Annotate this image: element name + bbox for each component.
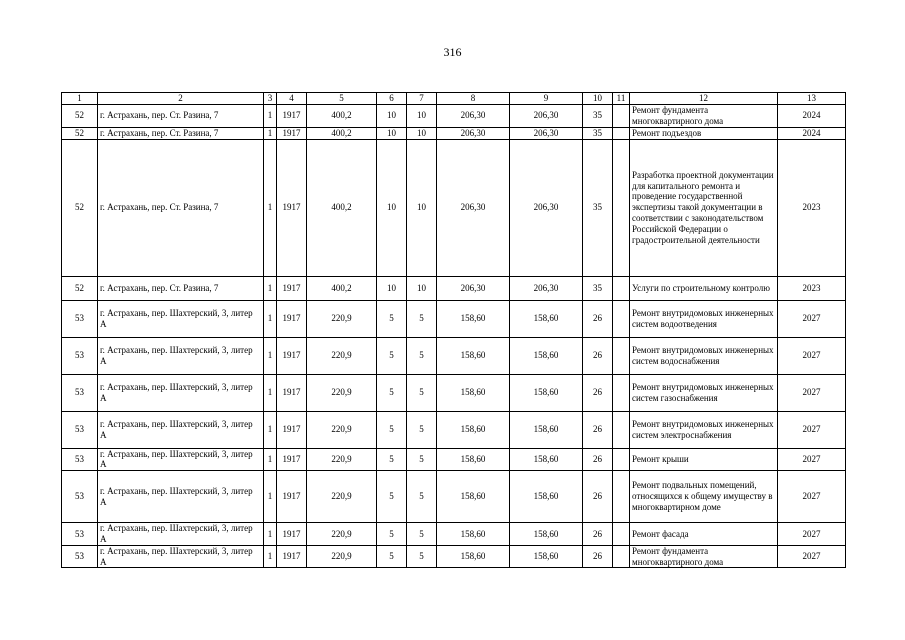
col-8-cell: 158,60 <box>437 448 510 471</box>
row-number-cell: 52 <box>62 139 98 276</box>
address-cell: г. Астрахань, пер. Шахтерский, 3, литер А <box>98 337 264 374</box>
col-7-cell: 5 <box>407 300 437 337</box>
col-6-cell: 5 <box>377 374 407 411</box>
year-planned-cell: 2027 <box>778 337 846 374</box>
year-planned-cell: 2027 <box>778 300 846 337</box>
table-row <box>62 545 846 568</box>
year-built-cell: 1917 <box>277 105 307 128</box>
col-7-cell: 5 <box>407 523 437 546</box>
table-row <box>62 105 846 128</box>
table-row <box>62 337 846 374</box>
col-6-cell: 5 <box>377 411 407 448</box>
column-header: 4 <box>277 93 307 105</box>
work-type-cell: Ремонт внутридомовых инженерных систем водоснабжения <box>630 337 778 374</box>
area-cell: 400,2 <box>307 139 377 276</box>
column-header: 10 <box>583 93 613 105</box>
col-9-cell: 206,30 <box>510 105 583 128</box>
work-type-cell: Ремонт крыши <box>630 448 778 471</box>
address-cell: г. Астрахань, пер. Ст. Разина, 7 <box>98 139 264 276</box>
area-cell: 220,9 <box>307 471 377 523</box>
column-header: 6 <box>377 93 407 105</box>
col-6-cell: 5 <box>377 523 407 546</box>
col-9-cell: 158,60 <box>510 300 583 337</box>
year-planned-cell: 2024 <box>778 127 846 139</box>
col-9-cell: 158,60 <box>510 523 583 546</box>
work-type-cell: Ремонт фундамента многоквартирного дома <box>630 105 778 128</box>
work-type-cell: Ремонт фундамента многоквартирного дома <box>630 545 778 568</box>
table-row <box>62 276 846 300</box>
col-6-cell: 5 <box>377 337 407 374</box>
column-header: 8 <box>437 93 510 105</box>
col-7-cell: 5 <box>407 448 437 471</box>
address-cell: г. Астрахань, пер. Шахтерский, 3, литер А <box>98 471 264 523</box>
address-cell: г. Астрахань, пер. Шахтерский, 3, литер А <box>98 300 264 337</box>
row-number-cell: 53 <box>62 374 98 411</box>
column-header: 3 <box>264 93 277 105</box>
year-built-cell: 1917 <box>277 276 307 300</box>
address-cell: г. Астрахань, пер. Ст. Разина, 7 <box>98 127 264 139</box>
col-7-cell: 5 <box>407 471 437 523</box>
table-row <box>62 374 846 411</box>
col-10-cell: 26 <box>583 300 613 337</box>
area-cell: 220,9 <box>307 374 377 411</box>
year-planned-cell: 2023 <box>778 276 846 300</box>
column-header: 1 <box>62 93 98 105</box>
column-number-row <box>62 93 846 105</box>
col-10-cell: 26 <box>583 471 613 523</box>
col-7-cell: 10 <box>407 276 437 300</box>
row-number-cell: 53 <box>62 545 98 568</box>
work-type-cell: Разработка проектной документации для капитального ремонта и проведение государственной экспертизы такой документации в соответствии с законодательством Российской Федерации о градостроительной деятельности <box>630 139 778 276</box>
year-built-cell: 1917 <box>277 523 307 546</box>
col-10-cell: 26 <box>583 523 613 546</box>
year-planned-cell: 2023 <box>778 139 846 276</box>
year-planned-cell: 2027 <box>778 411 846 448</box>
table-body <box>62 105 846 568</box>
col-9-cell: 206,30 <box>510 276 583 300</box>
col-11-cell <box>613 448 630 471</box>
col-10-cell: 26 <box>583 411 613 448</box>
col-11-cell <box>613 523 630 546</box>
col-6-cell: 5 <box>377 471 407 523</box>
count-floors-cell: 1 <box>264 523 277 546</box>
address-cell: г. Астрахань, пер. Шахтерский, 3, литер А <box>98 545 264 568</box>
col-7-cell: 5 <box>407 374 437 411</box>
row-number-cell: 52 <box>62 276 98 300</box>
address-cell: г. Астрахань, пер. Шахтерский, 3, литер А <box>98 448 264 471</box>
col-11-cell <box>613 300 630 337</box>
count-floors-cell: 1 <box>264 300 277 337</box>
column-header: 11 <box>613 93 630 105</box>
table-row <box>62 448 846 471</box>
area-cell: 400,2 <box>307 276 377 300</box>
work-type-cell: Ремонт фасада <box>630 523 778 546</box>
area-cell: 220,9 <box>307 448 377 471</box>
col-11-cell <box>613 276 630 300</box>
year-built-cell: 1917 <box>277 127 307 139</box>
col-9-cell: 158,60 <box>510 337 583 374</box>
address-cell: г. Астрахань, пер. Ст. Разина, 7 <box>98 105 264 128</box>
col-8-cell: 158,60 <box>437 300 510 337</box>
table-row <box>62 139 846 276</box>
col-8-cell: 206,30 <box>437 276 510 300</box>
row-number-cell: 53 <box>62 448 98 471</box>
col-10-cell: 26 <box>583 374 613 411</box>
row-number-cell: 52 <box>62 105 98 128</box>
year-built-cell: 1917 <box>277 337 307 374</box>
col-8-cell: 206,30 <box>437 105 510 128</box>
year-planned-cell: 2027 <box>778 471 846 523</box>
address-cell: г. Астрахань, пер. Шахтерский, 3, литер А <box>98 374 264 411</box>
count-floors-cell: 1 <box>264 105 277 128</box>
col-7-cell: 5 <box>407 337 437 374</box>
table-row <box>62 127 846 139</box>
work-type-cell: Ремонт внутридомовых инженерных систем электроснабжения <box>630 411 778 448</box>
col-6-cell: 5 <box>377 545 407 568</box>
col-10-cell: 35 <box>583 105 613 128</box>
col-11-cell <box>613 411 630 448</box>
repair-schedule-table <box>61 92 846 568</box>
table-row <box>62 471 846 523</box>
area-cell: 400,2 <box>307 105 377 128</box>
table-row <box>62 411 846 448</box>
year-built-cell: 1917 <box>277 374 307 411</box>
col-8-cell: 158,60 <box>437 545 510 568</box>
col-9-cell: 158,60 <box>510 448 583 471</box>
col-9-cell: 158,60 <box>510 374 583 411</box>
count-floors-cell: 1 <box>264 448 277 471</box>
col-10-cell: 35 <box>583 276 613 300</box>
col-11-cell <box>613 374 630 411</box>
column-header: 2 <box>98 93 264 105</box>
column-header: 9 <box>510 93 583 105</box>
column-header: 12 <box>630 93 778 105</box>
row-number-cell: 53 <box>62 300 98 337</box>
year-built-cell: 1917 <box>277 471 307 523</box>
col-11-cell <box>613 105 630 128</box>
year-built-cell: 1917 <box>277 139 307 276</box>
col-6-cell: 5 <box>377 300 407 337</box>
row-number-cell: 53 <box>62 471 98 523</box>
col-7-cell: 5 <box>407 545 437 568</box>
col-6-cell: 5 <box>377 448 407 471</box>
row-number-cell: 53 <box>62 411 98 448</box>
col-9-cell: 206,30 <box>510 139 583 276</box>
col-11-cell <box>613 127 630 139</box>
address-cell: г. Астрахань, пер. Ст. Разина, 7 <box>98 276 264 300</box>
col-10-cell: 26 <box>583 337 613 374</box>
page-number: 316 <box>443 45 462 59</box>
col-6-cell: 10 <box>377 105 407 128</box>
col-8-cell: 158,60 <box>437 471 510 523</box>
col-8-cell: 158,60 <box>437 411 510 448</box>
area-cell: 220,9 <box>307 411 377 448</box>
column-header: 7 <box>407 93 437 105</box>
table-row <box>62 300 846 337</box>
work-type-cell: Ремонт внутридомовых инженерных систем водоотведения <box>630 300 778 337</box>
col-9-cell: 206,30 <box>510 127 583 139</box>
col-11-cell <box>613 139 630 276</box>
col-8-cell: 158,60 <box>437 337 510 374</box>
year-planned-cell: 2024 <box>778 105 846 128</box>
area-cell: 400,2 <box>307 127 377 139</box>
address-cell: г. Астрахань, пер. Шахтерский, 3, литер А <box>98 523 264 546</box>
year-planned-cell: 2027 <box>778 523 846 546</box>
work-type-cell: Ремонт подъездов <box>630 127 778 139</box>
col-9-cell: 158,60 <box>510 471 583 523</box>
year-planned-cell: 2027 <box>778 545 846 568</box>
address-cell: г. Астрахань, пер. Шахтерский, 3, литер А <box>98 411 264 448</box>
col-6-cell: 10 <box>377 127 407 139</box>
area-cell: 220,9 <box>307 300 377 337</box>
col-11-cell <box>613 471 630 523</box>
col-10-cell: 26 <box>583 545 613 568</box>
area-cell: 220,9 <box>307 523 377 546</box>
count-floors-cell: 1 <box>264 276 277 300</box>
year-built-cell: 1917 <box>277 300 307 337</box>
work-type-cell: Услуги по строительному контролю <box>630 276 778 300</box>
year-planned-cell: 2027 <box>778 374 846 411</box>
col-6-cell: 10 <box>377 276 407 300</box>
column-header: 13 <box>778 93 846 105</box>
col-7-cell: 10 <box>407 127 437 139</box>
col-6-cell: 10 <box>377 139 407 276</box>
col-8-cell: 206,30 <box>437 127 510 139</box>
col-9-cell: 158,60 <box>510 411 583 448</box>
col-8-cell: 158,60 <box>437 374 510 411</box>
col-8-cell: 206,30 <box>437 139 510 276</box>
count-floors-cell: 1 <box>264 139 277 276</box>
col-7-cell: 10 <box>407 105 437 128</box>
col-7-cell: 10 <box>407 139 437 276</box>
col-10-cell: 35 <box>583 127 613 139</box>
count-floors-cell: 1 <box>264 411 277 448</box>
row-number-cell: 52 <box>62 127 98 139</box>
year-built-cell: 1917 <box>277 448 307 471</box>
column-header: 5 <box>307 93 377 105</box>
count-floors-cell: 1 <box>264 471 277 523</box>
work-type-cell: Ремонт внутридомовых инженерных систем газоснабжения <box>630 374 778 411</box>
col-10-cell: 35 <box>583 139 613 276</box>
year-built-cell: 1917 <box>277 545 307 568</box>
col-10-cell: 26 <box>583 448 613 471</box>
area-cell: 220,9 <box>307 337 377 374</box>
year-built-cell: 1917 <box>277 411 307 448</box>
col-9-cell: 158,60 <box>510 545 583 568</box>
col-11-cell <box>613 337 630 374</box>
col-8-cell: 158,60 <box>437 523 510 546</box>
row-number-cell: 53 <box>62 337 98 374</box>
table-row <box>62 523 846 546</box>
count-floors-cell: 1 <box>264 337 277 374</box>
col-7-cell: 5 <box>407 411 437 448</box>
area-cell: 220,9 <box>307 545 377 568</box>
col-11-cell <box>613 545 630 568</box>
count-floors-cell: 1 <box>264 545 277 568</box>
work-type-cell: Ремонт подвальных помещений, относящихся к общему имуществу в многоквартирном доме <box>630 471 778 523</box>
count-floors-cell: 1 <box>264 127 277 139</box>
year-planned-cell: 2027 <box>778 448 846 471</box>
count-floors-cell: 1 <box>264 374 277 411</box>
row-number-cell: 53 <box>62 523 98 546</box>
